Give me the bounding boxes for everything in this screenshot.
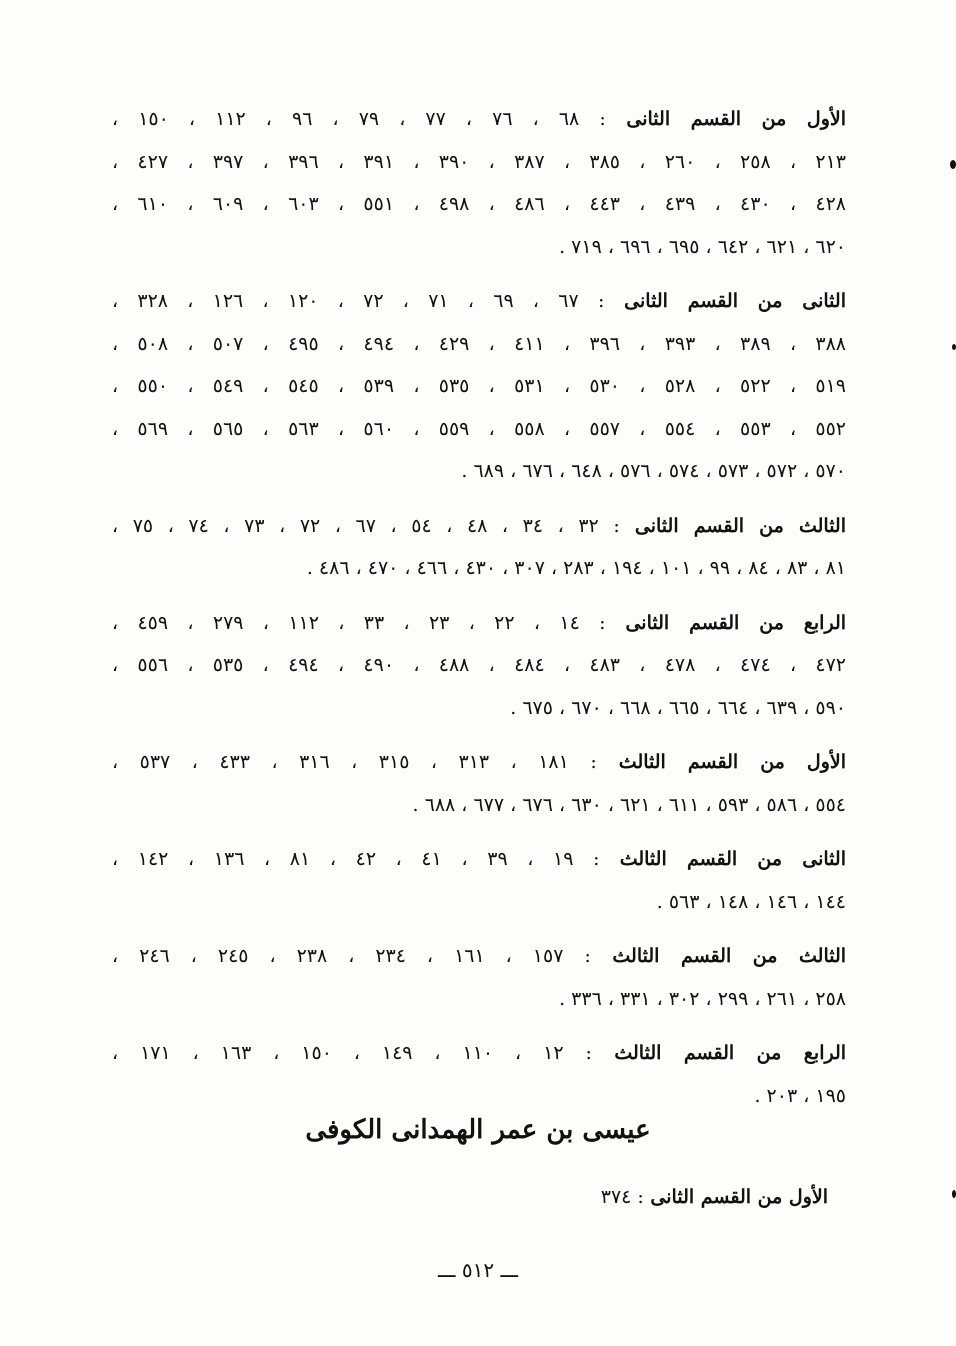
entry-label: الرابع من القسم الثانى [605,611,846,634]
entry-line: الثالث من القسم الثالث : ١٥٧ ، ١٦١ ، ٢٣٤ ، ٢٣٨ ، ٢٤٥ ، ٢٤٦ ، [112,945,846,967]
entry-line: الرابع من القسم الثانى : ١٤ ، ٢٢ ، ٢٣ ، ٣٣ ، ١١٢ ، ٢٧٩ ، ٤٥٩ ، [112,611,846,634]
entry-line: الأول من القسم الثانى : ٦٨ ، ٧٦ ، ٧٧ ، ٧٩ ، ٩٦ ، ١١٢ ، ١٥٠ ، [112,108,846,130]
index-entry: الأول من القسم الثانى : ٣٧٤ [600,1186,828,1208]
entry-line: ٦٢٠ ، ٦٢١ ، ٦٤٢ ، ٦٩٥ ، ٦٩٦ ، ٧١٩ . [559,235,846,258]
entry-label: الثانى من القسم الثالث [599,848,846,870]
entry-line: ٨١ ، ٨٣ ، ٨٤ ، ٩٩ ، ١٠١ ، ١٩٤ ، ٢٨٣ ، ٣٠٧ ، ٤٣٠ ، ٤٦٦ ، ٤٧٠ ، ٤٨٦ . [306,557,846,579]
entry-line: ٢٥٨ ، ٢٦١ ، ٢٩٩ ، ٣٠٢ ، ٣٣١ ، ٣٣٦ . [559,987,846,1010]
entry-line: ٥١٩ ، ٥٢٢ ، ٥٢٨ ، ٥٣٠ ، ٥٣١ ، ٥٣٥ ، ٥٣٩ ، ٥٤٥ ، ٥٤٩ ، ٥٥٠ ، [112,375,846,397]
entry-line: ٤٧٢ ، ٤٧٤ ، ٤٧٨ ، ٤٨٣ ، ٤٨٤ ، ٤٨٨ ، ٤٩٠ ، ٤٩٤ ، ٥٣٥ ، ٥٥٦ ، [112,654,846,676]
entry-line: ٣٨٨ ، ٣٨٩ ، ٣٩٣ ، ٣٩٦ ، ٤١١ ، ٤٢٩ ، ٤٩٤ ، ٤٩٥ ، ٥٠٧ ، ٥٠٨ ، [112,332,846,355]
page-number: ـــ ٥١٢ ـــ [437,1258,519,1282]
entry-label: الثالث من القسم الثالث [590,945,846,967]
entry-label: الرابع من القسم الثالث [591,1042,846,1064]
scan-mark [952,344,956,350]
scan-mark [950,160,956,169]
entry-line: ٥٥٤ ، ٥٨٦ ، ٥٩٣ ، ٦١١ ، ٦٢١ ، ٦٣٠ ، ٦٧٦ ، ٦٧٧ ، ٦٨٨ . [412,793,846,816]
entry-line: ٤٢٨ ، ٤٣٠ ، ٤٣٩ ، ٤٤٣ ، ٤٨٦ ، ٤٩٨ ، ٥٥١ ، ٦٠٣ ، ٦٠٩ ، ٦١٠ ، [112,193,846,215]
entry-label: الثالث من القسم الثانى [619,514,846,537]
entry-line: الرابع من القسم الثالث : ١٢ ، ١١٠ ، ١٤٩ ، ١٥٠ ، ١٦٣ ، ١٧١ ، [112,1042,846,1064]
entry-line: ٥٥٢ ، ٥٥٣ ، ٥٥٤ ، ٥٥٧ ، ٥٥٨ ، ٥٥٩ ، ٥٦٠ ، ٥٦٣ ، ٥٦٥ ، ٥٦٩ ، [112,417,846,440]
index-entry [112,505,846,590]
index-entry [112,98,846,268]
index-entry [112,838,846,923]
entry-line: ٥٧٠ ، ٥٧٢ ، ٥٧٣ ، ٥٧٤ ، ٥٧٦ ، ٦٤٨ ، ٦٧٦ ، ٦٨٩ . [461,460,846,482]
entry-label: الأول من القسم الثالث [596,751,846,773]
index-entry [112,741,846,826]
scan-mark [952,1190,956,1198]
entry-line: الأول من القسم الثالث : ١٨١ ، ٣١٣ ، ٣١٥ ، ٣١٦ ، ٤٣٣ ، ٥٣٧ ، [112,751,846,773]
entry-line: الثالث من القسم الثانى : ٣٢ ، ٣٤ ، ٤٨ ، ٥٤ ، ٦٧ ، ٧٢ ، ٧٣ ، ٧٤ ، ٧٥ ، [112,514,846,537]
entry-label: الأول من القسم الثانى [605,108,846,130]
index-entry [112,1032,846,1117]
entry-line: ٢١٣ ، ٢٥٨ ، ٢٦٠ ، ٣٨٥ ، ٣٨٧ ، ٣٩٠ ، ٣٩١ ، ٣٩٦ ، ٣٩٧ ، ٤٢٧ ، [112,150,846,173]
index-entry [112,935,846,1020]
entry-line: ١٤٤ ، ١٤٦ ، ١٤٨ ، ٥٦٣ . [656,890,846,913]
section-heading: عيسى بن عمر الهمدانى الكوفى [305,1115,651,1145]
entry-line: الثانى من القسم الثانى : ٦٧ ، ٦٩ ، ٧١ ، ٧٢ ، ١٢٠ ، ١٢٦ ، ٣٢٨ ، [112,290,846,312]
entry-label: الأول من القسم الثانى [643,1186,828,1208]
entry-label: الثانى من القسم الثانى [604,290,846,312]
index-entry [112,602,846,730]
entry-line: ٥٩٠ ، ٦٣٩ ، ٦٦٤ ، ٦٦٥ ، ٦٦٨ ، ٦٧٠ ، ٦٧٥ . [510,696,846,719]
index-body [112,98,846,1129]
entry-line: ١٩٥ ، ٢٠٣ . [754,1084,846,1107]
entry-line: الثانى من القسم الثالث : ١٩ ، ٣٩ ، ٤١ ، ٤٢ ، ٨١ ، ١٣٦ ، ١٤٢ ، [112,848,846,870]
index-entry [112,280,846,493]
